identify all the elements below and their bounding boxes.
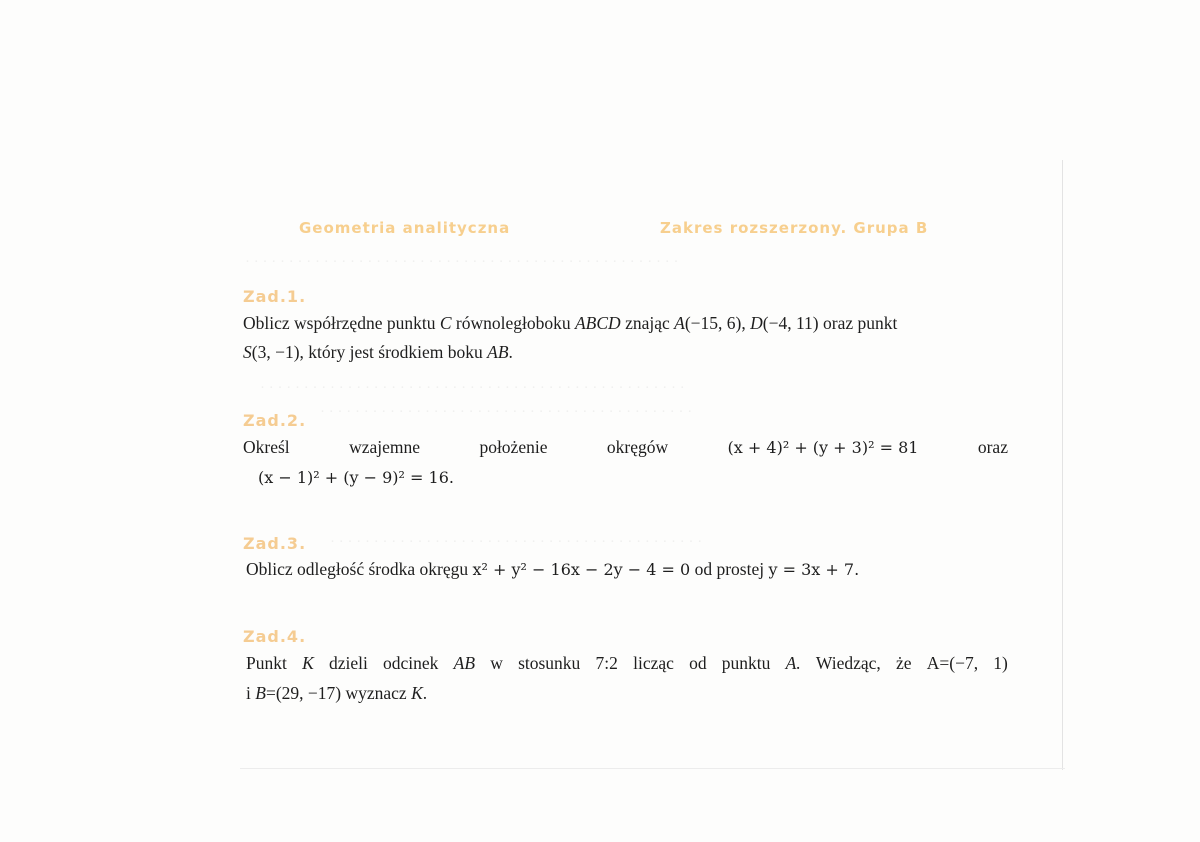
text: w	[490, 653, 503, 673]
text: Oblicz współrzędne punktu	[243, 313, 440, 333]
text: B	[255, 683, 266, 703]
header-title: Geometria analityczna	[299, 219, 511, 237]
task-3-line-1	[246, 556, 859, 583]
text: A	[674, 313, 685, 333]
text: i	[246, 683, 256, 703]
text: .	[422, 683, 428, 703]
text: Punkt	[246, 653, 287, 673]
text: stosunku	[518, 653, 581, 673]
equation-circle-2: (x − 1)² + (y − 9)² = 16.	[258, 468, 454, 487]
bleed-through-text: · · · · · · · · · · · · · · · · · · · · · · · · · · · · · · · · · · · · · · · · · · · · · · · · · ·	[245, 254, 679, 270]
text: punktu	[721, 653, 771, 673]
text: Określ	[243, 437, 290, 457]
text: znając	[620, 313, 675, 333]
scan-edge-bottom	[240, 768, 1065, 769]
text: AB	[487, 342, 509, 362]
text: A.	[785, 653, 801, 673]
scan-edge-right	[1062, 160, 1063, 770]
task-1-line-2	[243, 339, 513, 366]
equation-circle-1: (x + 4)² + (y + 3)² = 81	[727, 438, 919, 457]
text: C	[439, 313, 452, 333]
text: odcinek	[383, 653, 439, 673]
text: licząc	[633, 653, 674, 673]
header-group: Zakres rozszerzony. Grupa B	[660, 219, 929, 237]
text: (3, −1), który jest środkiem boku	[251, 342, 488, 362]
task-3-label: Zad.3.	[243, 534, 307, 553]
text: S	[243, 342, 252, 362]
task-4-line-2	[246, 680, 427, 707]
task-4-line-1	[246, 650, 1008, 677]
text: oraz	[977, 437, 1008, 457]
text: K	[302, 653, 314, 673]
task-1-label: Zad.1.	[243, 287, 307, 306]
text: Oblicz odległość środka okręgu	[246, 559, 473, 579]
text: od prostej	[690, 559, 769, 579]
text: od	[689, 653, 707, 673]
equation-line: y = 3x + 7.	[768, 560, 860, 579]
text: K	[411, 683, 423, 703]
text: A=(−7,	[926, 653, 979, 673]
bleed-through-text: · · · · · · · · · · · · · · · · · · · · · · · · · · · · · · · · · · · · · · · · · · · · · · · · ·	[260, 380, 685, 396]
bleed-through-text: · · · · · · · · · · · · · · · · · · · · · · · · · · · · · · · · · · · · · · · · · · ·	[330, 534, 703, 550]
text: Wiedząc,	[815, 653, 881, 673]
text: dzieli	[328, 653, 368, 673]
text: (−4, 11) oraz punkt	[762, 313, 898, 333]
text: .	[508, 342, 513, 362]
text: (−15, 6),	[684, 313, 751, 333]
task-1-line-1	[243, 310, 897, 337]
text: AB	[453, 653, 476, 673]
text: okręgów	[606, 437, 669, 457]
text: położenie	[479, 437, 548, 457]
task-2-line-2	[258, 464, 454, 491]
task-2-line-1	[243, 434, 1008, 461]
task-2-label: Zad.2.	[243, 411, 307, 430]
text: =(29, −17) wyznacz	[265, 683, 412, 703]
text: że	[895, 653, 912, 673]
text: 1)	[993, 653, 1008, 673]
text: 7:2	[595, 653, 618, 673]
bleed-through-text: · · · · · · · · · · · · · · · · · · · · · · · · · · · · · · · · · · · · · · · · · · ·	[320, 404, 693, 420]
text: wzajemne	[349, 437, 421, 457]
text: D	[750, 313, 763, 333]
text: ABCD	[574, 313, 621, 333]
equation-circle: x² + y² − 16x − 2y − 4 = 0	[472, 560, 691, 579]
task-4-label: Zad.4.	[243, 627, 307, 646]
text: równoległoboku	[451, 313, 575, 333]
